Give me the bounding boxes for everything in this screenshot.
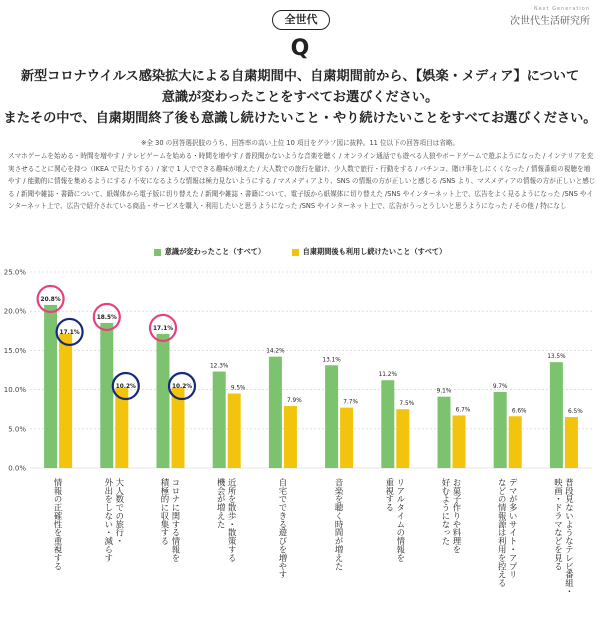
bar-series2 (228, 394, 241, 468)
x-category-label: デマが多いサイト・アプリ (508, 478, 519, 579)
bar-series1 (438, 397, 451, 468)
bar-series1 (157, 334, 170, 468)
data-label-series1: 17.1% (152, 325, 174, 332)
x-category-label: お菓子作りや料理を (452, 478, 462, 554)
y-tick-label: 5.0% (8, 425, 26, 434)
x-category-label: 大人数での旅行・ (114, 478, 125, 546)
x-category-label: 普段見ないようなテレビ番組・ (564, 478, 575, 596)
legend-label-series2: 自粛期間後も利用し続けたいこと（すべて） (302, 247, 447, 256)
data-label-series1: 13.1% (322, 357, 341, 364)
bar-series2 (284, 406, 297, 468)
x-category-label: 映画・ドラマなどを見る (553, 478, 564, 571)
x-category-label: リアルタイムの情報を (395, 478, 406, 562)
x-category-label: 自宅でできる遊びを増やす (277, 478, 288, 579)
bar-series1 (269, 357, 282, 468)
brand-sub: Next Generation (533, 6, 590, 12)
data-label-series1: 12.3% (209, 363, 229, 370)
question-line-2: 意識が変わったことをすべてお選びください。 (161, 90, 439, 105)
x-category-label: 音楽を聴く時間が増えた (334, 478, 345, 571)
bar-series2 (340, 408, 353, 468)
q-label: Q (290, 36, 310, 61)
data-label-series2: 6.7% (455, 407, 471, 414)
data-label-series2: 6.6% (511, 408, 527, 415)
bar-series1 (550, 362, 563, 468)
data-label-series2: 6.5% (568, 409, 583, 416)
x-category-label: 情報の正確性を重視する (53, 478, 64, 571)
x-category-label: 近所を散歩・散策する (227, 478, 238, 562)
question-line-3: またその中で、自粛期間終了後も意識し続けたいこと・やり続けたいことをすべてお選びください。 (3, 111, 597, 126)
data-label-series1: 9.7% (492, 383, 508, 390)
segment-badge: 全世代 (272, 10, 330, 30)
bar-series1 (494, 392, 507, 468)
bar-series2 (396, 409, 409, 468)
y-tick-label: 20.0% (3, 307, 26, 316)
x-category-label: 好むようになった (441, 478, 451, 546)
data-label-series1: 20.8% (40, 296, 61, 303)
y-tick-label: 25.0% (3, 268, 26, 277)
data-label-series1: 13.5% (547, 354, 566, 361)
data-label-series2: 7.7% (343, 399, 358, 406)
x-category-label: 機会が増えた (216, 478, 227, 529)
data-label-series2: 17.1% (59, 329, 80, 336)
brand-main: 次世代生活研究所 (510, 16, 590, 27)
data-label-series2: 9.5% (230, 385, 246, 392)
x-category-label: などの情報源は利用を控える (497, 478, 508, 588)
x-category-label: 積極的に収集する (160, 478, 170, 546)
question-line-1: 新型コロナウイルス感染拡大による自粛期間中、自粛期間前から、【娯楽・メディア】について (20, 69, 580, 84)
legend-label-series1: 意識が変わったこと（すべて） (164, 247, 266, 256)
y-tick-label: 10.0% (3, 386, 26, 395)
data-label-series1: 9.1% (436, 388, 452, 395)
bar-series1 (100, 323, 113, 468)
bar-series1 (325, 365, 338, 468)
y-tick-label: 0.0% (8, 464, 26, 473)
data-label-series1: 18.5% (96, 314, 117, 321)
options-list: スマホゲームを始める・時間を増やす / テレビゲームを始める・時間を増やす / 普段聞かないような音楽を聴く / オンライン通話でも遊べる人狼やボードゲームで遊ぶようになった / インテリアを充実させることに関心を持つ（IKEA で見たりする）/ 家で 1 人でできる趣味が増えた / 大人数での旅行を避け、少人数で旅行・行動をする / パチンコ、賭け事をしにくくなった / 情報番組の視聴を増やす / 能動的に情報を集めるようにする / 不安になるような情報は極力見ないようにする / マスメディアより、SNS の情報の方が正しいと感じる /SNS より、マスメディアの情報の方が正しいと感じる / 新聞や雑誌・書籍について、紙媒体から電子版に切り替えた / 新聞や雑誌・書籍について、電子版から紙媒体に切り替えた /SNS やインターネット上で、広告をよく見るようになった /SNS やインターネット上で、広告で紹介されている商品・サービスを購入・利用したいと思うようになった /SNS やインターネット上で、広告がうっとうしいと思うようになった / その他 / 特になし (8, 152, 596, 211)
y-tick-label: 15.0% (3, 346, 26, 355)
data-label-series2: 10.2% (171, 384, 193, 391)
x-category-label: 外出をしない・減らす (103, 478, 114, 562)
bar-series2 (59, 334, 72, 468)
footnote: ※全 30 の回答選択肢のうち、回答率の高い上位 10 項目をグラフ図に抜粋。11 位以下の回答項目は省略。 (140, 139, 460, 147)
x-category-label: コロナに関する情報を (171, 478, 181, 562)
data-label-series2: 7.9% (287, 398, 302, 405)
bar-series1 (381, 380, 394, 468)
data-label-series2: 10.2% (115, 384, 136, 391)
bar-series2 (453, 415, 466, 468)
bar-series1 (213, 372, 226, 468)
bar-series2 (565, 417, 578, 468)
bar-series1 (44, 305, 57, 468)
data-label-series1: 14.2% (266, 348, 285, 355)
data-label-series1: 11.2% (378, 372, 398, 379)
data-label-series2: 7.5% (399, 401, 415, 408)
bar-series2 (509, 416, 522, 468)
x-category-label: 重視する (384, 478, 395, 512)
